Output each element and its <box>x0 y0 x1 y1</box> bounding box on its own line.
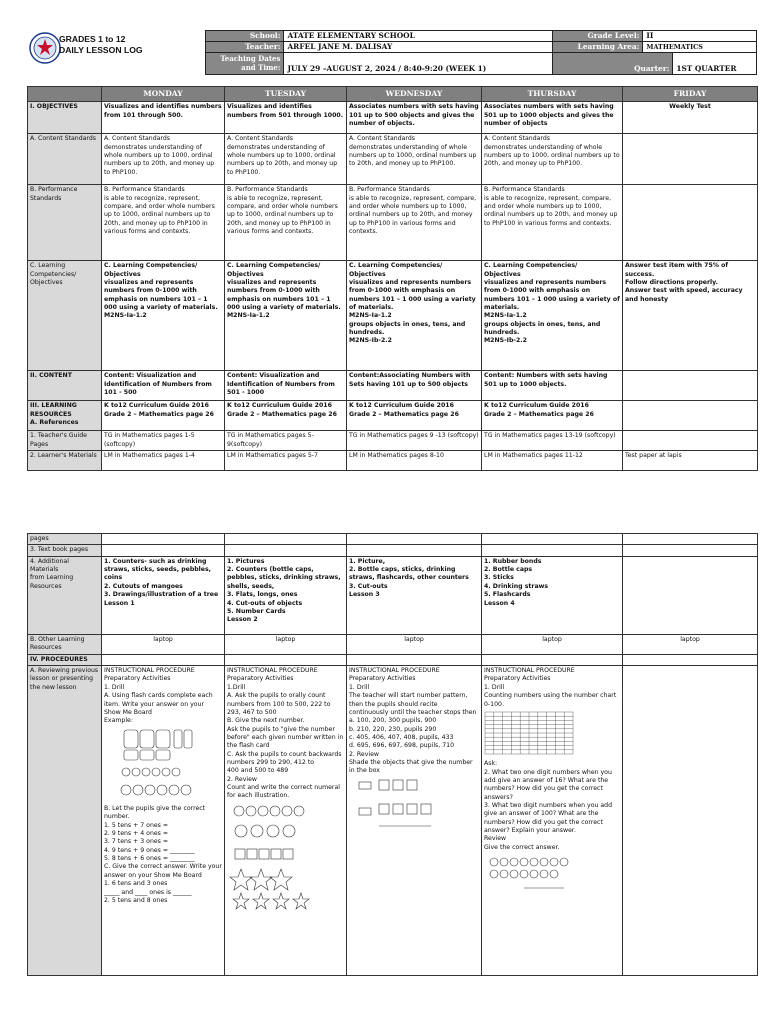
perf-std-thu: B. Performance Standards is able to recognize, represent, compare, and order whole numbers up to 1000, ordinal numbers up to 20th, and money up to PhP100 in various forms and contexts. <box>482 185 623 261</box>
content-std-thu: A. Content Standards demonstrates understanding of whole numbers up to 1000, ordinal numbers up to 20th, and money up to PhP100. <box>482 134 623 185</box>
review-label: A. Reviewing previous lesson or presenting the new lesson <box>28 666 102 976</box>
competencies-wed: C. Learning Competencies/ Objectives visualizes and represents numbers from 0-1000 with emphasis on numbers 101 – 1 000 using a variety of materials. M2NS-Ia-1.2 groups objects in ones, tens, and hundreds. M2NS-Ib-2.2 <box>347 261 482 371</box>
lesson-log-table-page2 <box>27 533 758 976</box>
day-monday: MONDAY <box>102 87 225 102</box>
competencies-mon: C. Learning Competencies/ Objectives visualizes and represents numbers from 0-1000 with emphasis on numbers 101 – 1 000 using a variety of materials. M2NS-Ia-1.2 <box>102 261 225 371</box>
competencies-tue: C. Learning Competencies/ Objectives visualizes and represents numbers from 0-1000 with emphasis on numbers 101 – 1 000 using a variety of materials. M2NS-Ia-1.2 <box>225 261 347 371</box>
additional-label: 4. Additional Materials from Learning Resources <box>28 556 102 634</box>
review-thu-text-a: INSTRUCTIONAL PROCEDURE Preparatory Activities 1. Drill Counting numbers using the number chart 0-100. <box>484 667 617 708</box>
tg-label: 1. Teacher's Guide Pages <box>28 431 102 451</box>
tg-thu: TG in Mathematics pages 13-19 (softcopy) <box>482 431 623 451</box>
review-mon <box>102 666 225 976</box>
lm-tue: LM in Mathematics pages 5-7 <box>225 451 347 471</box>
lm-label: 2. Learner's Materials <box>28 451 102 471</box>
resources-tue: K to12 Curriculum Guide 2016 Grade 2 – Mathematics page 26 <box>225 401 347 431</box>
day-thursday: THURSDAY <box>482 87 623 102</box>
pages-label: pages <box>28 534 102 545</box>
objectives-mon: Visualizes and identifies numbers from 101 through 500. <box>102 102 225 134</box>
lm-fri: Test paper at lapis <box>623 451 758 471</box>
objectives-fri: Weekly Test <box>623 102 758 134</box>
quarter-label: Quarter: <box>553 53 673 75</box>
day-wednesday: WEDNESDAY <box>347 87 482 102</box>
other-label: B. Other Learning Resources <box>28 634 102 654</box>
school-value: ATATE ELEMENTARY SCHOOL <box>284 31 553 42</box>
competencies-fri: Answer test item with 75% of success. Follow directions properly. Answer test with speed, accuracy and honesty <box>623 261 758 371</box>
day-friday: FRIDAY <box>623 87 758 102</box>
content-thu: Content: Numbers with sets having 501 up to 1000 objects. <box>482 371 623 401</box>
quarter-value: 1ST QUARTER <box>673 53 757 75</box>
tg-tue: TG in Mathematics pages 5-9(softcopy) <box>225 431 347 451</box>
flowers-illustration-icon <box>484 854 594 894</box>
content-std-label: A. Content Standards <box>28 134 102 185</box>
textbook-label: 3. Text book pages <box>28 545 102 556</box>
objectives-label: I. OBJECTIVES <box>28 102 102 134</box>
teacher-value: ARFEL JANE M. DALISAY <box>284 42 553 53</box>
lesson-log-table-page1 <box>27 86 758 471</box>
review-mon-text-b: B. Let the pupils give the correct number. 1. 5 tens + 7 ones = 2. 9 tens + 4 ones = 3. 7 tens + 3 ones = 4. 9 tens + 9 ones = ________ 5. 8 tens + 6 ones = ________ C. Give the correct answer. Write your answer on your Show Me Board 1. 6 tens and 3 ones _____ and ____ ones is ______ 2. 5 tens and 8 ones <box>104 804 222 904</box>
other-fri: laptop <box>623 634 758 654</box>
perf-std-wed: B. Performance Standards is able to recognize, represent, compare, and order whole numbers up to 1000, ordinal numbers up to 20th, and money up to PhP100 in various forms and contexts. <box>347 185 482 261</box>
area-label: Learning Area: <box>553 42 643 53</box>
resources-wed: K to12 Curriculum Guide 2016 Grade 2 – Mathematics page 26 <box>347 401 482 431</box>
review-wed <box>347 666 482 976</box>
additional-fri <box>623 556 758 634</box>
competencies-label: C. Learning Competencies/ Objectives <box>28 261 102 371</box>
tg-fri <box>623 431 758 451</box>
perf-std-label: B. Performance Standards <box>28 185 102 261</box>
procedures-label: IV. PROCEDURES <box>28 654 102 665</box>
dates-label: Teaching Dates and Time: <box>206 53 284 75</box>
content-fri <box>623 371 758 401</box>
additional-mon: 1. Counters- such as drinking straws, sticks, seeds, pebbles, coins 2. Cutouts of mangoes 3. Drawings/illustration of a tree Lesson 1 <box>102 556 225 634</box>
content-mon: Content: Visualization and Identification of Numbers from 101 - 500 <box>102 371 225 401</box>
content-label: II. CONTENT <box>28 371 102 401</box>
counting-illustration-icon <box>227 803 337 913</box>
objectives-tue: Visualizes and identifies numbers from 501 through 1000. <box>225 102 347 134</box>
grade-label: Grade Level: <box>553 31 643 42</box>
additional-tue: 1. Pictures 2. Counters (bottle caps, pebbles, sticks, drinking straws, shells, seeds, 3. Flats, longs, ones 4. Cut-outs of objects 5. Number Cards Lesson 2 <box>225 556 347 634</box>
perf-std-fri <box>623 185 758 261</box>
additional-wed: 1. Picture, 2. Bottle caps, sticks, drinking straws, flashcards, other counters 3. Cut-outs Lesson 3 <box>347 556 482 634</box>
review-thu-text-b: Ask: 2. What two one digit numbers when you add give an answer of 16? What are the numbers? How did you get the correct answers? 3. What two digit numbers when you add give an answer of 100? What are the numbers? How did you get the correct answer? Explain your answer. Review Give the correct answer. <box>484 760 613 851</box>
other-tue: laptop <box>225 634 347 654</box>
content-tue: Content: Visualization and Identification of Numbers from 501 - 1000 <box>225 371 347 401</box>
other-wed: laptop <box>347 634 482 654</box>
tg-wed: TG in Mathematics pages 9 -13 (softcopy) <box>347 431 482 451</box>
lm-mon: LM in Mathematics pages 1-4 <box>102 451 225 471</box>
header <box>27 30 757 76</box>
header-info-table <box>205 30 757 75</box>
review-tue-text: INSTRUCTIONAL PROCEDURE Preparatory Activities 1.Drill A. Ask the pupils to orally count numbers from 100 to 500, 222 to 293, 467 to 500 B. Give the next number. Ask the pupils to "give the number before" each given number written in the flash card C. Ask the pupils to count backwards numbers 299 to 290, 412 to 400 and 500 to 489 2. Review Count and write the correct numeral for each illustration. <box>227 667 344 800</box>
school-label: School: <box>206 31 284 42</box>
perf-std-tue: B. Performance Standards is able to recognize, represent, compare, and order whole numbers up to 1000, ordinal numbers up to 20th, and money up to PhP100 in various forms and contexts. <box>225 185 347 261</box>
lm-wed: LM in Mathematics pages 8-10 <box>347 451 482 471</box>
content-std-mon: A. Content Standards demonstrates understanding of whole numbers up to 1000, ordinal numbers up to 20th, and money up to PhP100. <box>102 134 225 185</box>
content-std-fri <box>623 134 758 185</box>
flashcard-illustration-icon <box>104 728 214 800</box>
resources-fri <box>623 401 758 431</box>
additional-thu: 1. Rubber bonds 2. Bottle caps 3. Sticks 4. Drinking straws 5. Flashcards Lesson 4 <box>482 556 623 634</box>
other-thu: laptop <box>482 634 623 654</box>
grade-value: II <box>643 31 757 42</box>
number-chart-icon <box>484 711 574 755</box>
dates-value: JULY 29 –AUGUST 2, 2024 / 8:40-9:20 (WEEK 1) <box>284 53 553 75</box>
content-wed: Content:Associating Numbers with Sets having 101 up to 500 objects <box>347 371 482 401</box>
review-thu <box>482 666 623 976</box>
review-fri <box>623 666 758 976</box>
lm-thu: LM in Mathematics pages 11-12 <box>482 451 623 471</box>
other-mon: laptop <box>102 634 225 654</box>
deped-seal-icon <box>29 32 61 64</box>
resources-label: III. LEARNING RESOURCES A. References <box>28 401 102 431</box>
area-value: MATHEMATICS <box>643 42 757 53</box>
perf-std-mon: B. Performance Standards is able to recognize, represent, compare, and order whole numbers up to 1000, ordinal numbers up to 20th, and money up to PhP100 in various forms and contexts. <box>102 185 225 261</box>
day-tuesday: TUESDAY <box>225 87 347 102</box>
content-std-tue: A. Content Standards demonstrates understanding of whole numbers up to 1000, ordinal numbers up to 20th, and money up to PhP100. <box>225 134 347 185</box>
review-mon-text-a: INSTRUCTIONAL PROCEDURE Preparatory Activities 1. Drill A. Using flash cards complete each item. Write your answer on your Show Me Board Example: <box>104 667 213 725</box>
review-tue <box>225 666 347 976</box>
tg-mon: TG in Mathematics pages 1-5 (softcopy) <box>102 431 225 451</box>
objectives-wed: Associates numbers with sets having 101 up to 500 objects and gives the number of objects. <box>347 102 482 134</box>
review-wed-text: INSTRUCTIONAL PROCEDURE Preparatory Activities 1. Drill The teacher will start number pattern, then the pupils should recite continuously until the teacher stops then a. 100, 200, 300 pupils, 900 b. 210, 220, 230, pupils 290 c. 405, 406, 407, 408, pupils, 433 d. 695, 696, 697, 698, pupils, 710 2. Review Shade the objects that give the number in the box <box>349 667 477 775</box>
content-std-wed: A. Content Standards demonstrates understanding of whole numbers up to 1000, ordinal numbers up to 20th, and money up to PhP100. <box>347 134 482 185</box>
competencies-thu: C. Learning Competencies/ Objectives visualizes and represents numbers from 0-1000 with emphasis on numbers 101 – 1 000 using a variety of materials. M2NS-Ia-1.2 groups objects in ones, tens, and hundreds. M2NS-Ib-2.2 <box>482 261 623 371</box>
resources-thu: K to12 Curriculum Guide 2016 Grade 2 – Mathematics page 26 <box>482 401 623 431</box>
objectives-thu: Associates numbers with sets having 501 up to 1000 objects and gives the number of objects <box>482 102 623 134</box>
shade-objects-illustration-icon <box>349 778 459 838</box>
resources-mon: K to12 Curriculum Guide 2016 Grade 2 – Mathematics page 26 <box>102 401 225 431</box>
form-title: GRADES 1 to 12 DAILY LESSON LOG <box>59 34 143 55</box>
teacher-label: Teacher: <box>206 42 284 53</box>
